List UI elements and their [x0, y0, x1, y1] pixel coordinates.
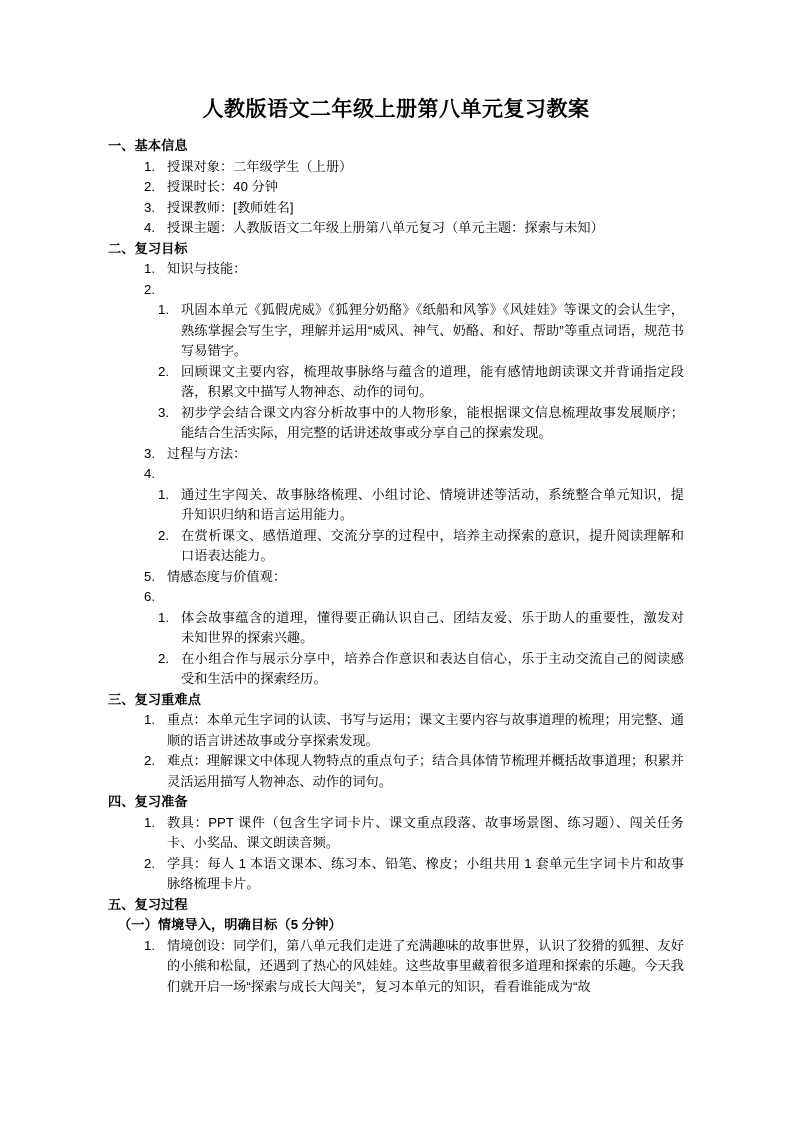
list-item-text: 教具：PPT 课件（包含生字词卡片、课文重点段落、故事场景图、练习题）、闯关任务卡、小奖品、课文朗读音频。 [167, 814, 684, 851]
list-item [144, 177, 684, 198]
list-item [144, 259, 684, 280]
list-item [144, 464, 684, 485]
list-item [144, 936, 684, 998]
list-marker: 1. [144, 937, 156, 953]
list-item [144, 444, 684, 465]
list-item [144, 157, 684, 178]
sublist-goals-values [108, 608, 684, 690]
list-marker: 4. [144, 466, 156, 482]
list-item-text: 通过生字闯关、故事脉络梳理、小组讨论、情境讲述等活动，系统整合单元知识，提升知识归纳和语言运用能力。 [181, 486, 684, 523]
list-preparation [108, 813, 684, 895]
list-marker: 2. [144, 281, 156, 297]
page-title: 人教版语文二年级上册第八单元复习教案 [202, 98, 590, 121]
list-marker: 2. [158, 650, 170, 666]
list-marker: 6. [144, 589, 156, 605]
list-item-text: 在小组合作与展示分享中，培养合作意识和表达自信心，乐于主动交流自己的阅读感受和生活中的探索经历。 [181, 650, 684, 687]
list-item-text: 巩固本单元《狐假虎威》《狐狸分奶酪》《纸船和风筝》《风娃娃》等课文的会认生字，熟练掌握会写生字，理解并运用“威风、神气、奶酪、和好、帮助”等重点词语，规范书写易错字。 [181, 302, 684, 359]
list-marker: 3. [158, 404, 170, 420]
list-item-text: 难点：理解课文中体现人物特点的重点句子；结合具体情节梳理并概括故事道理；积累并灵活运用描写人物神态、动作的词句。 [167, 753, 684, 789]
list-item-text: 学具：每人 1 本语文课本、练习本、铅笔、橡皮；小组共用 1 套单元生字词卡片和故事脉络梳理卡片。 [167, 855, 684, 892]
list-goals-values [108, 567, 684, 608]
list-item-text: 授课时长：40 分钟 [167, 179, 279, 195]
list-marker: 1. [158, 302, 170, 318]
list-item-text: 授课对象：二年级学生（上册） [167, 158, 353, 174]
section-heading-review-goals: 二、复习目标 [108, 240, 188, 256]
list-item-text: 体会故事蕴含的道理，懂得要正确认识自己、团结友爱、乐于助人的重要性，激发对未知世界的探索兴趣。 [181, 609, 684, 646]
list-marker: 4. [144, 220, 156, 236]
list-item [158, 649, 684, 690]
list-item-text: 在赏析课文、感悟道理、交流分享的过程中，培养主动探索的意识，提升阅读理解和口语表达能力。 [181, 527, 684, 564]
list-item-text: 初步学会结合课文内容分析故事中的人物形象，能根据课文信息梳理故事发展顺序；能结合生活实际，用完整的话讲述故事或分享自己的探索发现。 [181, 404, 684, 441]
list-marker: 1. [158, 609, 170, 625]
list-item [144, 751, 684, 792]
list-marker: 2. [158, 527, 170, 543]
list-item [144, 813, 684, 854]
list-marker: 5. [144, 568, 156, 584]
list-item-text: 回顾课文主要内容，梳理故事脉络与蕴含的道理，能有感情地朗读课文并背诵指定段落，积累文中描写人物神态、动作的词句。 [181, 363, 684, 400]
list-item [158, 403, 684, 444]
list-item [158, 362, 684, 403]
list-marker: 3. [144, 199, 156, 215]
list-item [158, 300, 684, 362]
sublist-goals-knowledge [108, 300, 684, 444]
list-marker: 2. [144, 179, 156, 195]
list-basic-info [108, 157, 684, 239]
list-marker: 1. [158, 486, 170, 502]
list-item-text: 情境创设：同学们，第八单元我们走进了充满趣味的故事世界，认识了狡猾的狐狸、友好的小熊和松鼠，还遇到了热心的风娃娃。这些故事里藏着很多道理和探索的乐趣。今天我们就开启一场“探索与成长大闯关”，复习本单元的知识，看看谁能成为“故 [167, 937, 684, 994]
list-item-text: 过程与方法： [167, 445, 247, 461]
list-marker: 2. [158, 363, 170, 379]
list-item [144, 198, 684, 219]
list-item [144, 710, 684, 751]
section-heading-key-difficulties: 三、复习重难点 [108, 691, 202, 707]
list-key-difficulties [108, 710, 684, 792]
list-item [158, 526, 684, 567]
list-item-text: 情感态度与价值观： [167, 568, 287, 584]
list-marker: 3. [144, 445, 156, 461]
list-item [158, 485, 684, 526]
subsection-heading-situational-intro: （一）情境导入，明确目标（5 分钟） [118, 917, 342, 933]
list-item [144, 280, 684, 301]
list-review-process [108, 936, 684, 998]
section-heading-basic-info: 一、基本信息 [108, 138, 188, 154]
list-item-text: 重点：本单元生字词的认读、书写与运用；课文主要内容与故事道理的梳理；用完整、通顺的语言讲述故事或分享探索发现。 [167, 712, 684, 748]
list-item [144, 587, 684, 608]
list-item [158, 608, 684, 649]
list-item [144, 567, 684, 588]
list-marker: 2. [144, 855, 156, 871]
list-item-text: 授课主题：人教版语文二年级上册第八单元复习（单元主题：探索与未知） [167, 220, 604, 236]
list-item-text: 授课教师：[教师姓名] [167, 199, 294, 215]
list-marker: 1. [144, 814, 156, 830]
list-item-text: 知识与技能： [167, 261, 247, 277]
list-item [144, 854, 684, 895]
list-marker: 2. [144, 753, 156, 769]
section-heading-review-process: 五、复习过程 [108, 896, 188, 912]
section-heading-preparation: 四、复习准备 [108, 794, 188, 810]
list-marker: 1. [144, 158, 156, 174]
list-marker: 1. [144, 712, 156, 728]
list-goals-process [108, 444, 684, 485]
list-goals-knowledge [108, 259, 684, 300]
list-marker: 1. [144, 261, 156, 277]
list-item [144, 218, 684, 239]
sublist-goals-process [108, 485, 684, 567]
